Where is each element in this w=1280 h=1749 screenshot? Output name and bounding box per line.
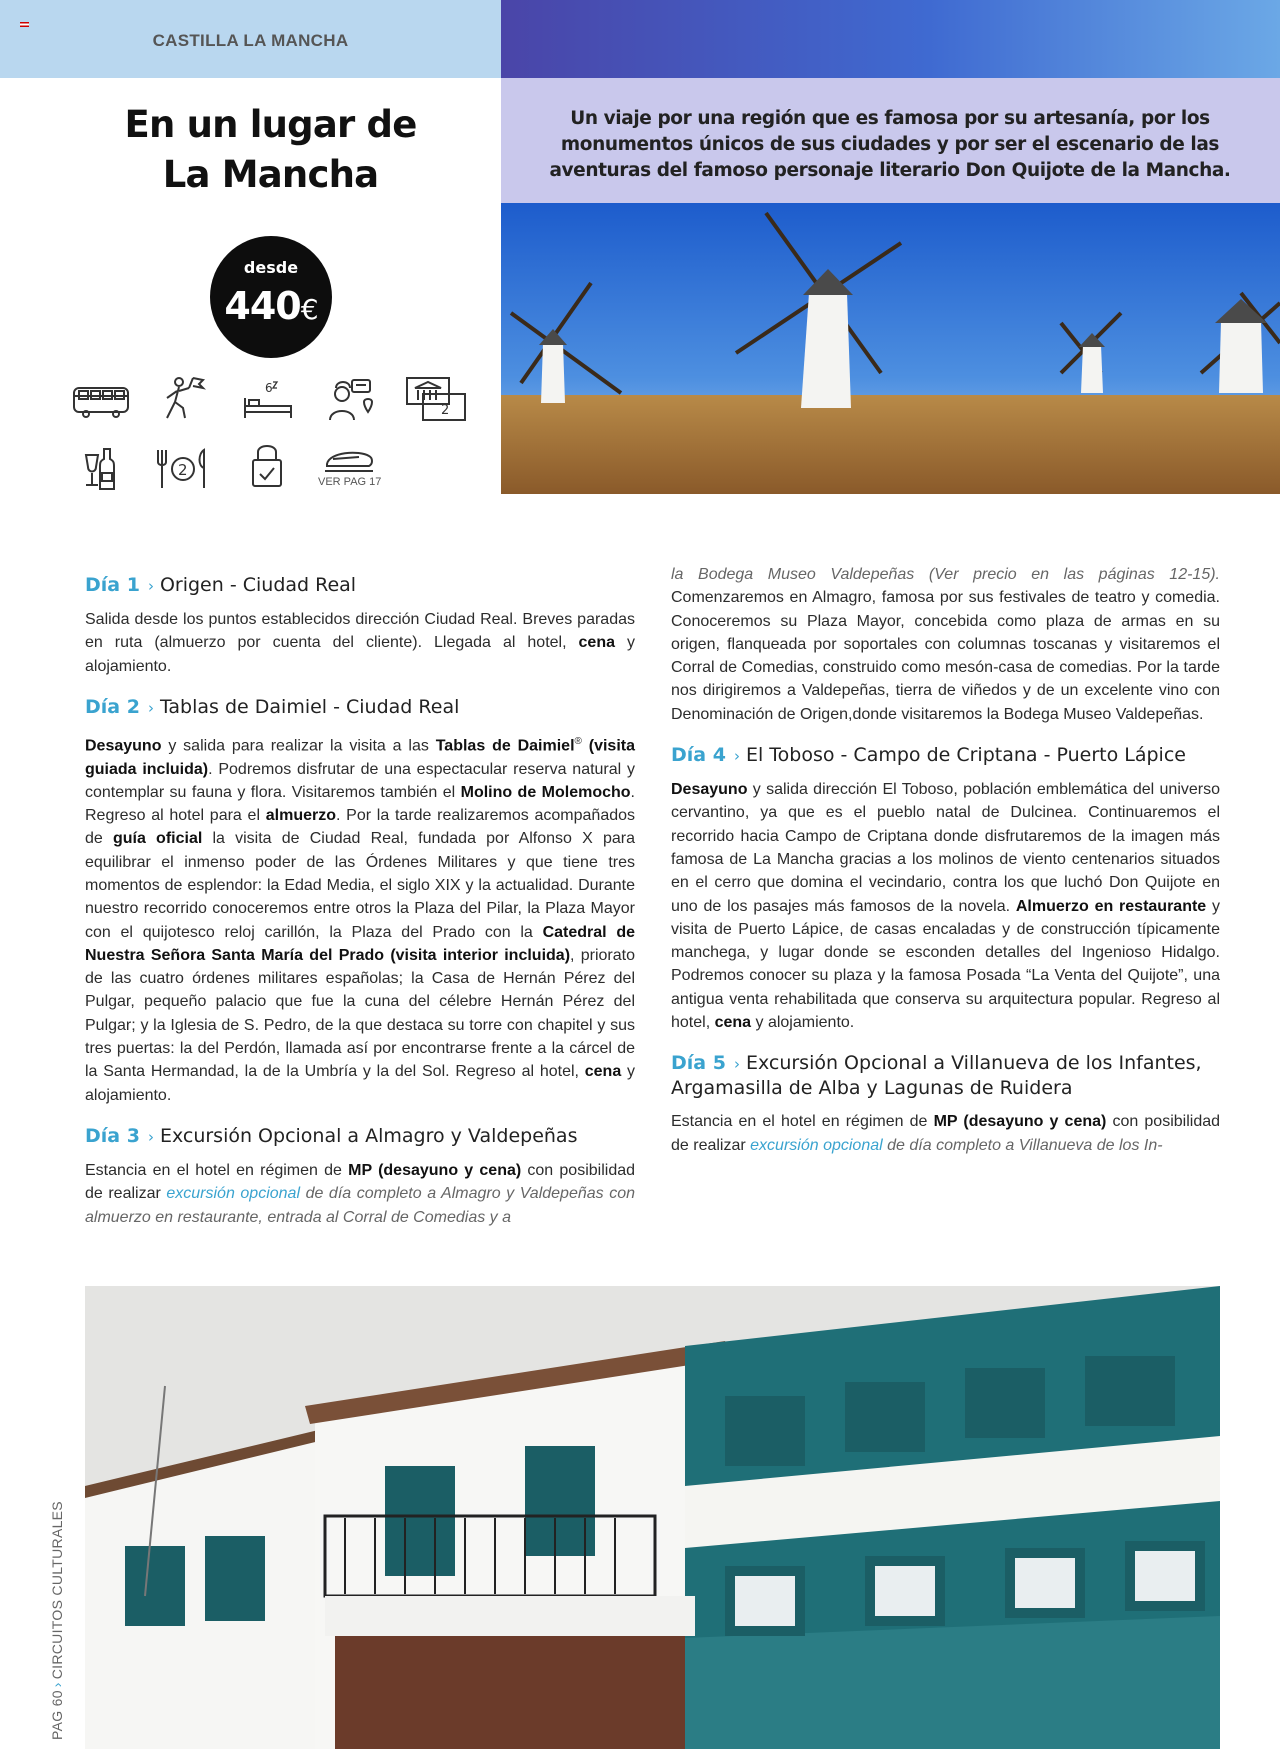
day-3-text: [85, 1159, 635, 1229]
price-badge: [210, 236, 332, 358]
svg-text:2: 2: [441, 403, 450, 418]
text-segment: MP (desayuno y cena): [933, 1113, 1107, 1131]
text-segment: Salida desde los puntos establecidos dirección Ciudad Real. Breves paradas en ruta (almuerzo por cuenta del cliente). Llegada al hotel,: [85, 611, 635, 652]
text-segment: Molino de Molemocho: [460, 783, 631, 801]
local-guide-icon: [322, 376, 384, 426]
price-amount: 440: [224, 284, 301, 328]
text-segment: y alojamiento.: [85, 634, 635, 675]
text-segment: con posibilidad de realizar: [671, 1113, 1221, 1154]
text-segment: y alojamiento.: [751, 1014, 855, 1032]
text-segment: Catedral de Nuestra Señora Santa María del Prado (visita interior incluida): [85, 923, 635, 964]
day-4-heading: [671, 743, 1220, 768]
text-segment: y visita de Puerto Lápice, de casas encaladas y de construcción típicamente manchega, y lugar donde se esconden detalles del Ingenioso Hidalgo. Podremos conocer su plaza y la famosa Posada “La Venta del Quijote”, una antigua venta rehabilitada que conserva su arquitectura popular. Regreso al hotel,: [671, 897, 1221, 1032]
day-3-text-continued: [671, 563, 1220, 726]
day-2-text: [85, 730, 635, 1107]
day-1-heading: [85, 573, 635, 598]
text-segment: almuerzo: [265, 807, 336, 825]
text-segment: MP (desayuno y cena): [348, 1161, 522, 1179]
text-segment: cena: [714, 1014, 752, 1032]
text-segment: Estancia en el hotel en régimen de: [85, 1161, 349, 1179]
see-page-note: VER PAG 17: [318, 476, 382, 488]
chevron-right-icon: ›: [733, 1055, 740, 1074]
day-1-title: Origen - Ciudad Real: [159, 574, 357, 596]
text-segment: Comenzaremos en Almagro, famosa por sus festivales de teatro y comedia. Conoceremos su Plaza Mayor, concebida como plaza de armas en su origen, flanqueada por soportales con columnas toscanas y visitaremos el Corral de Comedias, construido como mesón-casa de comedias. Por la tarde nos dirigiremos a Valdepeñas, tierra de viñedos y de un excelente vino con Denominación de Origen,donde visitaremos la Bodega Museo Valdepeñas.: [671, 589, 1220, 723]
itinerary-right-column: [671, 566, 1221, 1174]
chevron-right-icon: ›: [49, 1682, 65, 1688]
text-segment: cena: [578, 634, 615, 652]
text-segment: excursión opcional: [750, 1136, 883, 1154]
text-segment: cena: [584, 1063, 622, 1081]
day-1-label: Día 1: [85, 574, 140, 596]
day-3-label: Día 3: [85, 1124, 140, 1147]
text-segment: de día completo a Villanueva de los In-: [882, 1136, 1163, 1154]
section-name: CIRCUITOS CULTURALES: [49, 1501, 65, 1680]
svg-text:6: 6: [265, 381, 273, 395]
day-3-title: Excursión Opcional a Almagro y Valdepeñas: [159, 1124, 578, 1147]
wine-icon: [70, 445, 132, 495]
chevron-right-icon: ›: [733, 747, 740, 766]
text-segment: guía oficial: [112, 830, 203, 848]
guide-walking-icon: [155, 374, 217, 424]
title-line-2: La Mancha: [162, 153, 379, 196]
text-segment: Tablas de Daimiel: [435, 737, 575, 755]
monument-tickets-icon: [405, 374, 467, 424]
page-number: PAG 60: [49, 1690, 65, 1740]
text-segment: . Regreso al hotel para el: [85, 783, 635, 825]
text-segment: Desayuno: [85, 737, 162, 755]
text-segment: con posibilidad de realizar: [85, 1161, 636, 1203]
text-segment: y alojamiento.: [85, 1063, 635, 1104]
text-segment: la visita de Ciudad Real, fundada por Alfonso X para equilibrar el inmenso poder de las Órdenes Militares y que tiene tres momentos de esplendor: la Edad Media, el siglo XIX y la actualidad. Durante nuestro recorrido conoceremos entre otros la Plaza del Pilar, la Plaza Mayor con el quijotesco reloj carillón, la Plaza del Prado con la: [85, 830, 635, 941]
day-2-title: Tablas de Daimiel - Ciudad Real: [159, 695, 460, 718]
svg-text:2: 2: [178, 461, 188, 479]
chevron-right-icon: ›: [147, 698, 154, 717]
hotel-bed-icon: [237, 376, 299, 426]
text-segment: . Podremos disfrutar de una espectacular reserva natural y contemplar su fauna y flora. Visitaremos también el: [85, 760, 635, 801]
price-value: [210, 284, 332, 328]
day-5-text: [671, 1110, 1220, 1157]
day-3-heading: [85, 1124, 635, 1149]
text-segment: . Por la tarde realizaremos acompañados de: [85, 807, 636, 848]
tagline: Un viaje por una región que es famosa por su artesanía, por los monumentos únicos de sus ciudades y por ser el escenario de las aventuras del famoso personaje literario Don Quijote de la Mancha.: [549, 108, 1231, 181]
chevron-right-icon: ›: [147, 1127, 154, 1146]
bus-icon: [70, 376, 132, 426]
day-5-label: Día 5: [671, 1052, 726, 1075]
header-gradient-band: [501, 0, 1280, 78]
insurance-lock-icon: [236, 442, 298, 492]
title-line-1: En un lugar de: [124, 103, 417, 146]
text-segment: la Bodega Museo Valdepeñas (Ver precio en las páginas 12-15).: [671, 566, 1220, 583]
day-4-title: El Toboso - Campo de Criptana - Puerto Lápice: [745, 744, 1186, 767]
itinerary-left-column: [85, 573, 635, 1246]
windmills-photo: [501, 203, 1280, 494]
spain-flag-icon: [20, 22, 29, 27]
day-2-heading: [85, 695, 635, 720]
text-segment: Almuerzo en restaurante: [1015, 897, 1207, 915]
day-5-title: Excursión Opcional a Villanueva de los Infantes, Argamasilla de Alba y Lagunas de Ruidera: [671, 1052, 1202, 1100]
chevron-right-icon: ›: [147, 577, 154, 595]
text-segment: Estancia en el hotel en régimen de: [671, 1113, 934, 1131]
text-segment: y salida dirección El Toboso, población emblemática del universo cervantino, ya que es el pueblo natal de Dulcinea. Continuaremos el recorrido hacia Campo de Criptana donde disfrutaremos de la imagen más famosa de La Mancha gracias a los molinos de viento centenarios situados en el cerro que domina el vecindario, contra los que luchó Don Quijote en uno de los pasajes más famosos de la novela.: [671, 781, 1220, 915]
day-1-text: [85, 608, 635, 678]
day-4-label: Día 4: [671, 744, 726, 767]
almagro-plaza-photo: [85, 1286, 1220, 1749]
region-name: CASTILLA LA MANCHA: [152, 31, 349, 50]
page-footer-vertical: [49, 1501, 65, 1740]
price-currency: €: [300, 293, 318, 326]
day-4-text: [671, 778, 1220, 1034]
day-2-label: Día 2: [85, 695, 140, 718]
text-segment: Desayuno: [671, 781, 748, 799]
page-title: [0, 100, 541, 200]
text-segment: excursión opcional: [166, 1185, 301, 1203]
text-segment: ®: [574, 735, 582, 747]
text-segment: de día completo a Almagro y Valdepeñas con almuerzo en restaurante, entrada al Corral de Comedias y a: [85, 1185, 636, 1226]
meals-icon: [152, 444, 214, 494]
text-segment: y salida para realizar la visita a las: [161, 737, 436, 755]
day-5-heading: [671, 1051, 1220, 1100]
text-segment: , priorato de las cuatro órdenes militares españolas; la Casa de Hernán Pérez del Pulgar, pequeño palacio que fue la cuna del célebre Hernán Pérez del Pulgar; y la Iglesia de S. Pedro, de la que destaca su torre con chapitel y sus tres puertas: la del Perdón, llamada así por encontrarse frente a la cárcel de la Santa Hermandad, la de la Umbría y la del Sol. Regreso al hotel,: [85, 946, 636, 1081]
text-segment: (visita guiada incluida): [85, 737, 635, 778]
price-from-label: desde: [243, 258, 299, 277]
